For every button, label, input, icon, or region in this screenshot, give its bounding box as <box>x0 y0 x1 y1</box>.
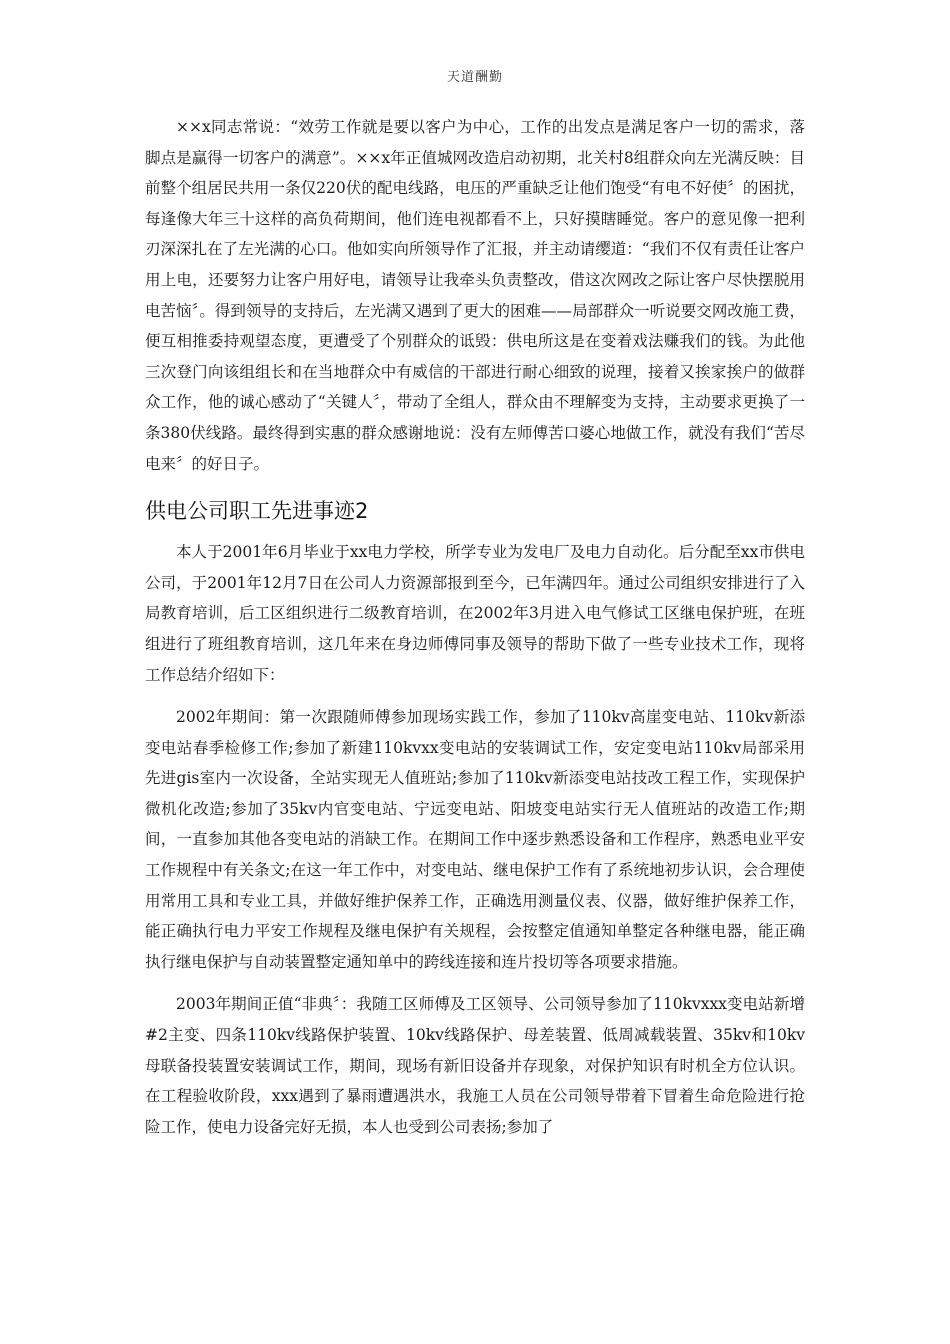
section-heading: 供电公司职工先进事迹2 <box>145 499 369 524</box>
running-header: 天道酬勤 <box>446 70 503 85</box>
paragraph-4: 2003年期间正值“非典〞：我随工区师傅及工区领导、公司领导参加了110kvxxx变电站新增#2主变、四条110kv线路保护装置、10kv线路保护、母差装置、低周减载装置、35kv和10kv母联备投装置安装调试工作，期间，现场有新旧设备并存现象，对保护知识有时机全方位认识。在工程验收阶段，xxx遇到了暴雨遭遇洪水，我施工人员在公司领导带着下冒着生命危险进行抢险工作，使电力设备完好无损，本人也受到公司表扬;参加了 <box>145 995 805 1136</box>
document-body <box>145 112 805 1142</box>
paragraph-1: ××x同志常说：“效劳工作就是要以客户为中心，工作的出发点是满足客户一切的需求，落脚点是赢得一切客户的满意”。××x年正值城网改造启动初期，北关村8组群众向左光满反映：目前整个组居民共用一条仅220伏的配电线路，电压的严重缺乏让他们饱受“有电不好使〞的困扰，每逢像大年三十这样的高负荷期间，他们连电视都看不上，只好摸瞎睡觉。客户的意见像一把利刃深深扎在了左光满的心口。他如实向所领导作了汇报，并主动请缨道：“我们不仅有责任让客户用上电，还要努力让客户用好电，请领导让我牵头负责整改，借这次网改之际让客户尽快摆脱用电苦恼〞。得到领导的支持后，左光满又遇到了更大的困难——局部群众一听说要交网改施工费，便互相推委持观望态度，更遭受了个别群众的诋毁：供电所这是在变着戏法赚我们的钱。为此他三次登门向该组组长和在当地群众中有威信的干部进行耐心细致的说理，接着又挨家挨户的做群众工作，他的诚心感动了“关键人〞，带动了全组人，群众由不理解变为支持，主动要求更换了一条380伏线路。最终得到实惠的群众感谢地说：没有左师傅苦口婆心地做工作，就没有我们“苦尽电来〞的好日子。 <box>145 118 805 473</box>
paragraph-3: 2002年期间：第一次跟随师傅参加现场实践工作，参加了110kv高崖变电站、110kv新添变电站春季检修工作;参加了新建110kvxx变电站的安装调试工作，安定变电站110kv局部采用先进gis室内一次设备，全站实现无人值班站;参加了110kv新添变电站技改工程工作，实现保护微机化改造;参加了35kv内官变电站、宁远变电站、阳坡变电站实行无人值班站的改造工作;期间，一直参加其他各变电站的消缺工作。在期间工作中逐步熟悉设备和工作程序，熟悉电业平安工作规程中有关条文;在这一年工作中，对变电站、继电保护工作有了系统地初步认识，会合理使用常用工具和专业工具，并做好维护保养工作，正确选用测量仪表、仪器，做好维护保养工作，能正确执行电力平安工作规程及继电保护有关规程，会按整定值通知单整定各种继电器，能正确执行继电保护与自动装置整定通知单中的跨线连接和连片投切等各项要求措施。 <box>145 708 805 971</box>
paragraph-2: 本人于2001年6月毕业于xx电力学校，所学专业为发电厂及电力自动化。后分配至xx市供电公司，于2001年12月7日在公司人力资源部报到至今，已年满四年。通过公司组织安排进行了入局教育培训，后工区组织进行二级教育培训，在2002年3月进入电气修试工区继电保护班，在班组进行了班组教育培训，这几年来在身边师傅同事及领导的帮助下做了一些专业技术工作，现将工作总结介绍如下： <box>145 543 805 684</box>
